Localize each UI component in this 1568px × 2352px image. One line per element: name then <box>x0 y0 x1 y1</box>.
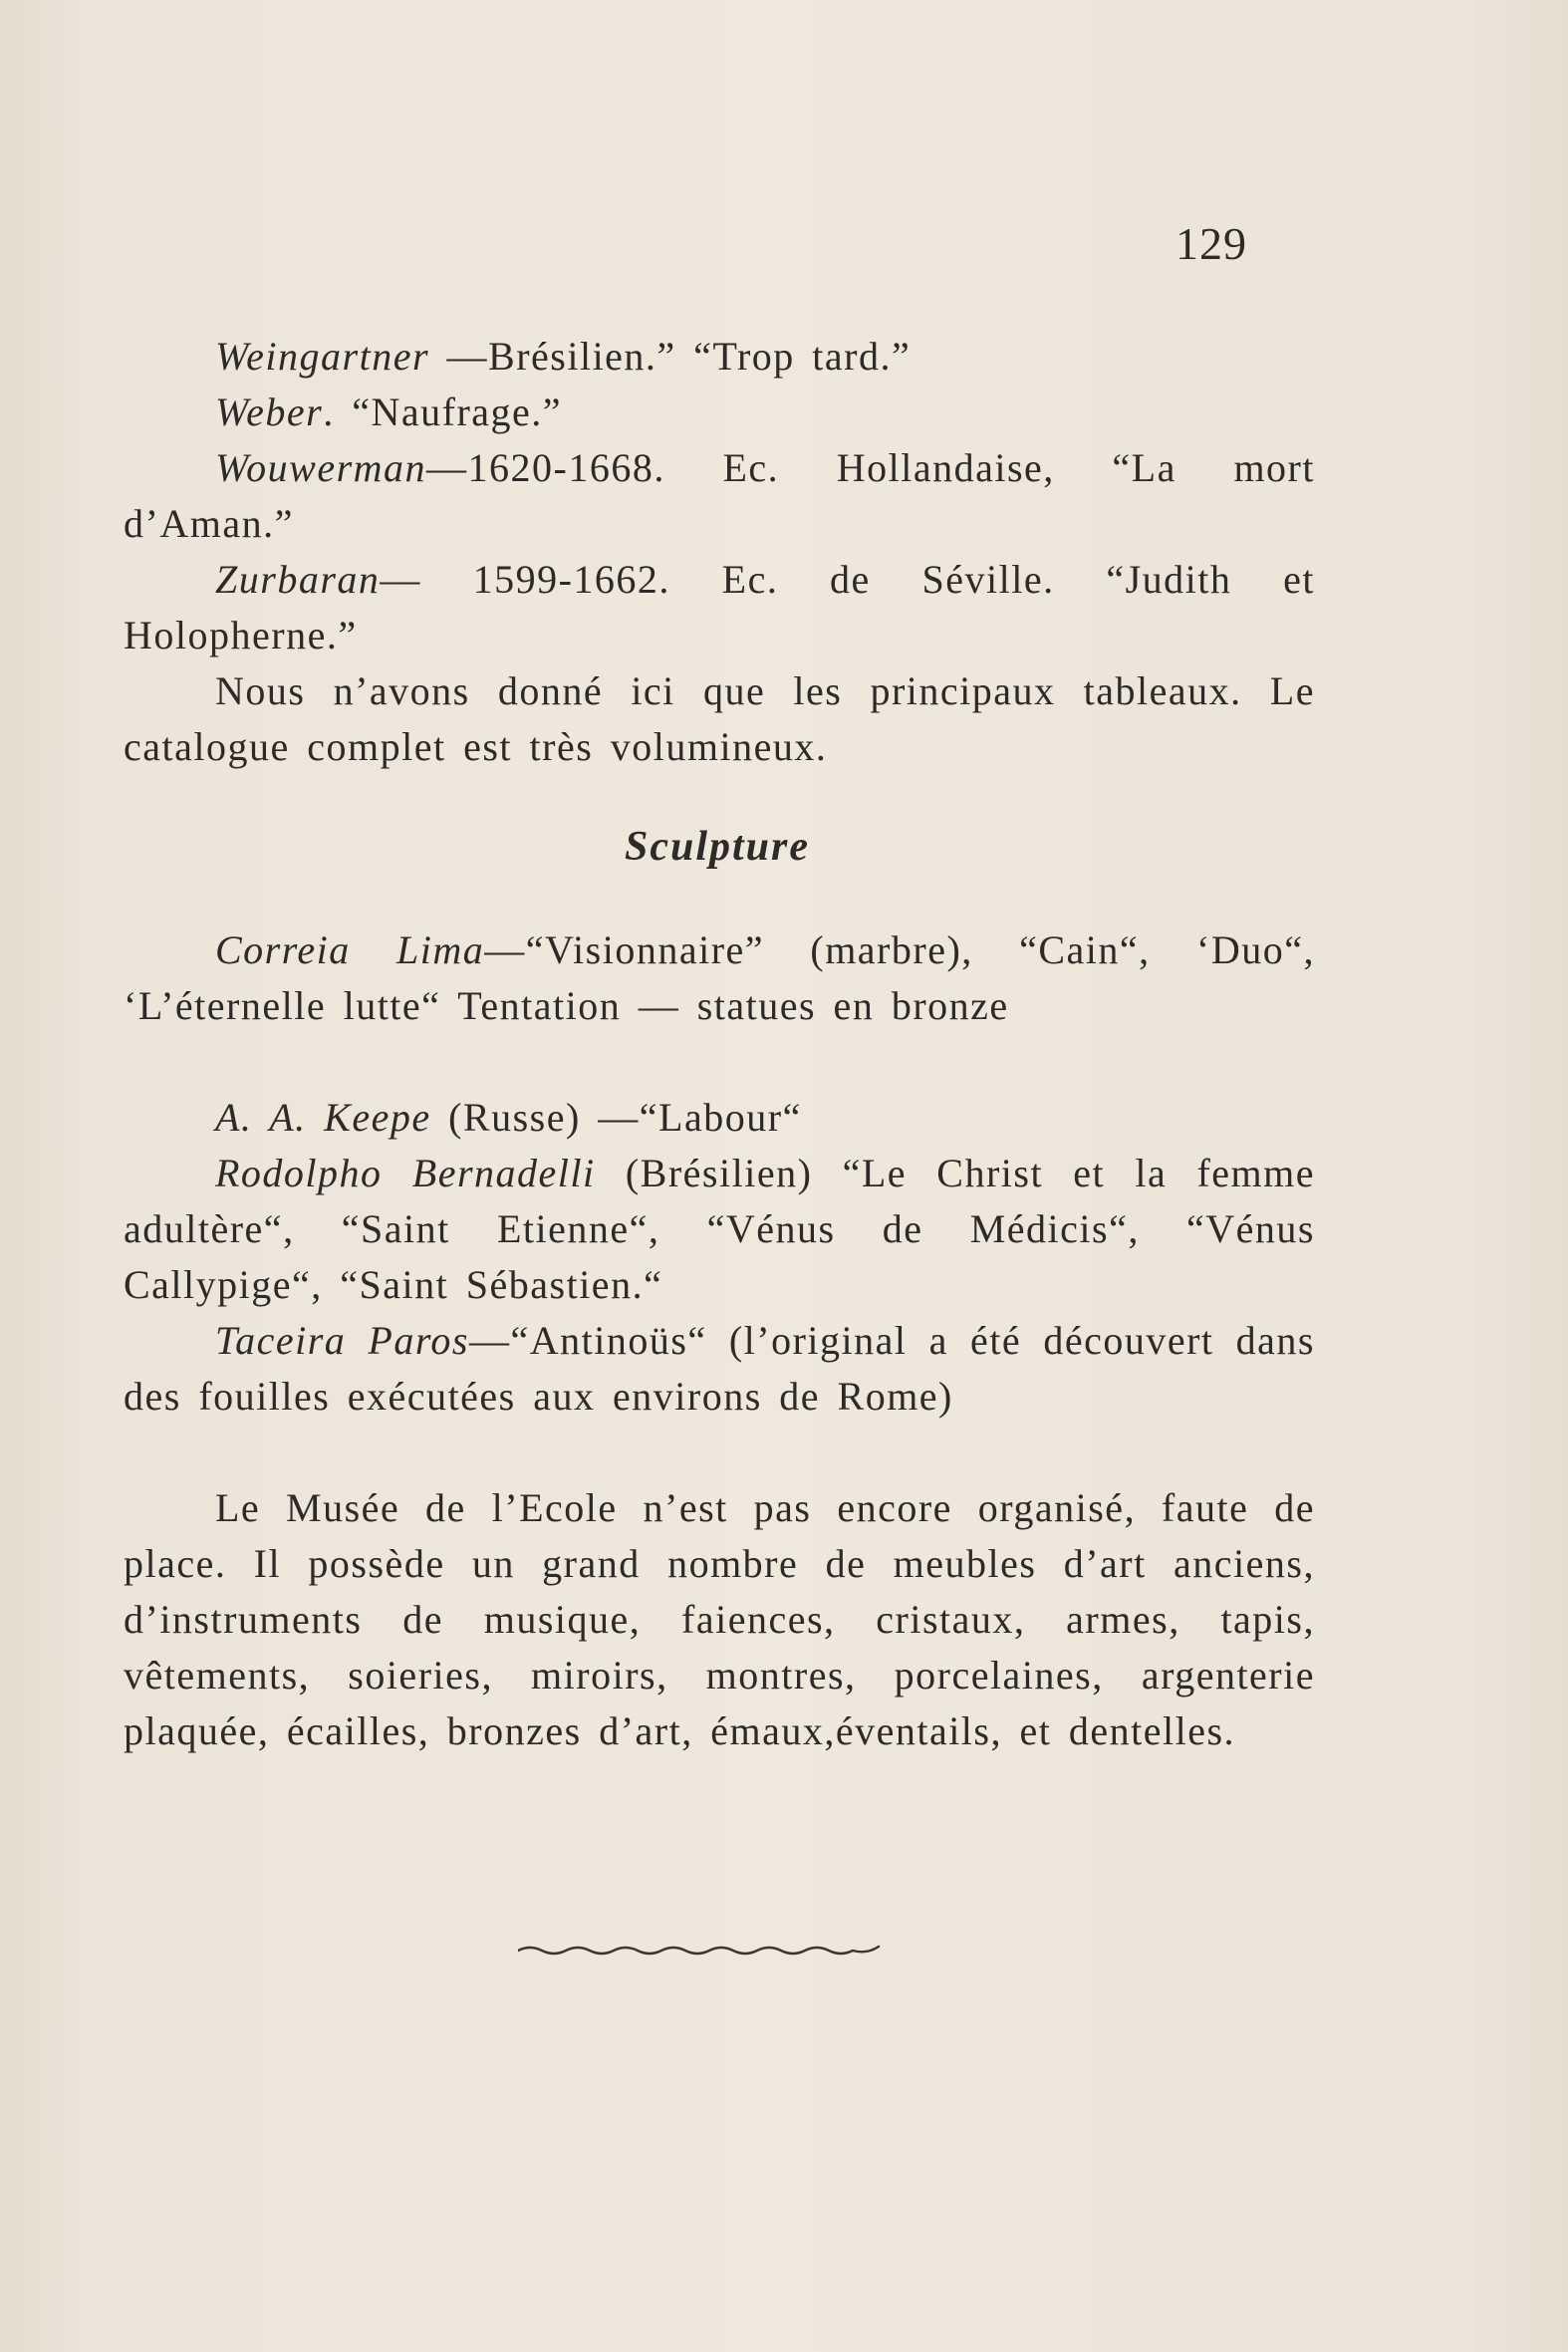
wavy-line-ornament-icon <box>518 1941 887 1964</box>
painting-entry-weber <box>124 385 1315 440</box>
sculpture-entry-correia-lima <box>124 922 1315 1034</box>
painting-entry-zurbaran <box>124 552 1315 663</box>
museum-note: Le Musée de l’Ecole n’est pas encore organisé, faute de place. Il possède un grand nombre de meubles d’art anciens, d’instruments de musique, faiences, cristaux, armes, tapis, vêtements, soieries, miroirs, montres, porcelaines, argenterie plaquée, écailles, bronzes d’art, émaux,éventails, et dentelles. <box>124 1485 1315 1753</box>
entry-text: . “Naufrage.” <box>323 390 563 434</box>
catalogue-note: Nous n’avons donné ici que les principaux tableaux. Le catalogue complet est très volumineux. <box>124 668 1315 769</box>
sculpture-entry-paros <box>124 1313 1315 1425</box>
artist-name: Taceira Paros <box>215 1318 469 1363</box>
painting-entry-weingartner <box>124 329 1315 385</box>
artist-name: Rodolpho Bernadelli <box>215 1151 596 1195</box>
section-heading-sculpture: Sculpture <box>624 824 811 870</box>
entry-text: — 1599-1662. Ec. de Séville. “Judith et Holopherne.” <box>124 557 1315 657</box>
sculpture-entry-keepe <box>124 1090 1315 1146</box>
entry-text: (Russe) —“Labour“ <box>430 1095 802 1140</box>
artist-name: Weber <box>215 390 324 434</box>
artist-name: Correia Lima <box>215 927 485 972</box>
page-number: 129 <box>1176 218 1247 269</box>
artist-name: Wouwerman <box>215 445 427 490</box>
entry-text: —“Antinoüs“ (l’original a été découvert dans des fouilles exécutées aux environs de Rome) <box>124 1318 1316 1419</box>
sculpture-entry-bernadelli <box>124 1146 1315 1313</box>
painting-entry-wouwerman <box>124 440 1315 552</box>
artist-name: Weingartner <box>215 334 430 379</box>
entry-text: —“Visionnaire” (marbre), “Cain“, ‘Duo“, ‘L’éternelle lutte“ Tentation — statues en bronze <box>124 927 1315 1028</box>
artist-name: A. A. Keepe <box>215 1095 431 1140</box>
entry-text: (Brésilien) “Le Christ et la femme adultère“, “Saint Etienne“, “Vénus de Médicis“, “Vénus Callypige“, “Saint Sébastien.“ <box>124 1151 1316 1307</box>
entry-text: —1620-1668. Ec. Hollandaise, “La mort d’Aman.” <box>124 445 1315 546</box>
artist-name: Zurbaran <box>215 557 381 602</box>
entry-text: —Brésilien.” “Trop tard.” <box>429 334 912 379</box>
